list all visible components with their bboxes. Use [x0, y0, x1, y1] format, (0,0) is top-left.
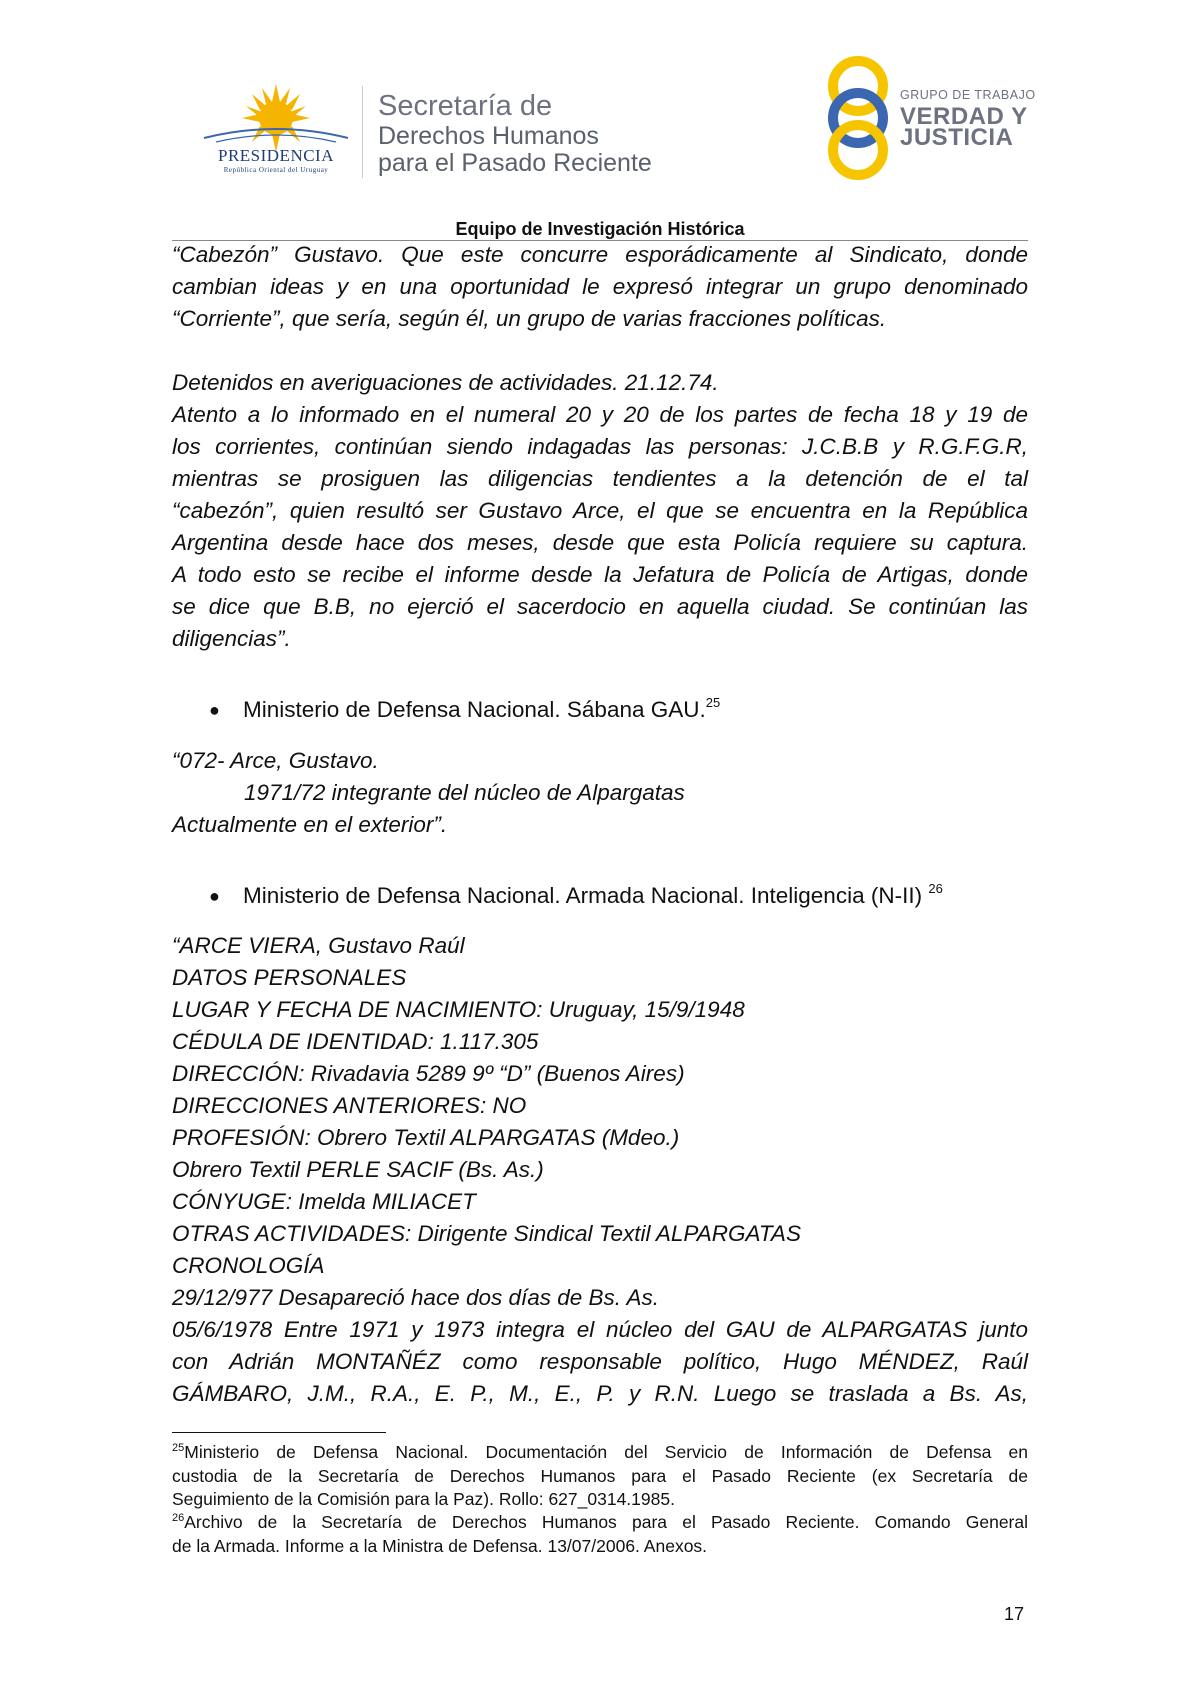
secretaria-title-line3: para el Pasado Reciente: [378, 149, 652, 177]
justicia-label: JUSTICIA: [900, 124, 1014, 151]
verdad-justicia-rings-logo: [822, 56, 894, 180]
record-line: Obrero Textil PERLE SACIF (Bs. As.): [172, 1157, 544, 1182]
text-line: 1971/72 integrante del núcleo de Alpargatas: [244, 780, 685, 805]
text-line: “cabezón”, quien resultó ser Gustavo Arce, el que se encuentra en la República: [172, 498, 1028, 523]
footnote-number: 25: [172, 1442, 185, 1454]
bullet-dot-icon: ●: [209, 700, 220, 720]
record-line: GÁMBARO, J.M., R.A., E. P., M., E., P. y R.N. Luego se traslada a Bs. As,: [172, 1381, 1028, 1406]
grupo-trabajo-label: GRUPO DE TRABAJO: [900, 88, 1036, 102]
bullet-text: Ministerio de Defensa Nacional. Armada Nacional. Inteligencia (N-II): [243, 883, 923, 908]
footnote-line: de la Armada. Informe a la Ministra de Defensa. 13/07/2006. Anexos.: [172, 1535, 708, 1556]
footnote-26: [172, 1511, 1028, 1558]
text-line: Actualmente en el exterior”.: [172, 812, 448, 837]
record-line: DIRECCIÓN: Rivadavia 5289 9º “D” (Buenos Aires): [172, 1061, 685, 1086]
record-line: con Adrián MONTAÑÉZ como responsable político, Hugo MÉNDEZ, Raúl: [172, 1349, 1028, 1374]
quote-arce: [172, 745, 1028, 841]
record-line: CÓNYUGE: Imelda MILIACET: [172, 1189, 476, 1214]
record-line: 05/6/1978 Entre 1971 y 1973 integra el núcleo del GAU de ALPARGATAS junto: [172, 1317, 1028, 1342]
record-line: CRONOLOGÍA: [172, 1253, 325, 1278]
text-line: Atento a lo informado en el numeral 20 y 20 de los partes de fecha 18 y 19 de: [172, 402, 1028, 427]
text-line: “072- Arce, Gustavo.: [172, 748, 379, 773]
footnote-line: [172, 1511, 1028, 1535]
text-line: mientras se prosiguen las diligencias tendientes a la detención de el tal: [172, 466, 1028, 491]
record-line: DATOS PERSONALES: [172, 965, 407, 990]
paragraph-2: [172, 367, 1028, 655]
presidencia-subtitle: República Oriental del Uruguay: [223, 166, 329, 174]
footnote-number: 26: [172, 1512, 185, 1524]
footnote-ref: 25: [705, 695, 721, 710]
text-line: diligencias”.: [172, 626, 291, 651]
page-number: 17: [1004, 1604, 1025, 1624]
header-divider: [362, 86, 363, 178]
presidencia-label: PRESIDENCIA: [217, 146, 334, 165]
text-line: los corrientes, continúan siendo indagadas las personas: J.C.B.B y R.G.F.G.R,: [172, 434, 1028, 459]
record-arce-viera: [172, 930, 1028, 1410]
text-line: “Cabezón” Gustavo. Que este concurre esporádicamente al Sindicato, donde: [172, 242, 1028, 267]
text-line: cambian ideas y en una oportunidad le expresó integrar un grupo denominado: [172, 274, 1028, 299]
text-line: Argentina desde hace dos meses, desde que esta Policía requiere su captura.: [172, 530, 1028, 555]
record-line: 29/12/977 Desapareció hace dos días de Bs. As.: [172, 1285, 659, 1310]
record-line: “ARCE VIERA, Gustavo Raúl: [172, 933, 465, 958]
verdad-label: VERDAD Y: [900, 103, 1028, 130]
footnote-line: [172, 1441, 1028, 1465]
secretaria-title-line1: Secretaría de: [378, 90, 553, 122]
footnote-25: [172, 1441, 1028, 1512]
footnote-rule: [172, 1432, 386, 1433]
secretaria-title-line2: Derechos Humanos: [378, 122, 599, 150]
footnote-line: Seguimiento de la Comisión para la Paz). Rollo: 627_0314.1985.: [172, 1489, 675, 1509]
team-title: Equipo de Investigación Histórica: [455, 219, 745, 239]
text-line: A todo esto se recibe el informe desde la Jefatura de Policía de Artigas, donde: [172, 562, 1028, 587]
record-line: CÉDULA DE IDENTIDAD: 1.117.305: [172, 1029, 539, 1054]
text-line: Detenidos en averiguaciones de actividades. 21.12.74.: [172, 370, 719, 395]
record-line: LUGAR Y FECHA DE NACIMIENTO: Uruguay, 15/9/1948: [172, 997, 745, 1022]
footnote-ref: 26: [928, 881, 943, 896]
record-line: DIRECCIONES ANTERIORES: NO: [172, 1093, 527, 1118]
text-line: “Corriente”, que sería, según él, un grupo de varias fracciones políticas.: [172, 306, 887, 331]
record-line: PROFESIÓN: Obrero Textil ALPARGATAS (Mdeo.): [172, 1125, 680, 1150]
bullet-text: Ministerio de Defensa Nacional. Sábana GAU.: [243, 697, 706, 722]
footnote-line: custodia de la Secretaría de Derechos Humanos para el Pasado Reciente (ex Secretaría de: [172, 1465, 1028, 1486]
footnote-text: Ministerio de Defensa Nacional. Documentación del Servicio de Información de Defensa en: [184, 1442, 1028, 1462]
paragraph-1: [172, 239, 1028, 335]
footnote-text: Archivo de la Secretaría de Derechos Humanos para el Pasado Reciente. Comando General: [184, 1512, 1028, 1532]
text-line: se dice que B.B, no ejerció el sacerdocio en aquella ciudad. Se continúan las: [172, 594, 1028, 619]
record-line: OTRAS ACTIVIDADES: Dirigente Sindical Textil ALPARGATAS: [172, 1221, 801, 1246]
bullet-dot-icon: ●: [209, 886, 220, 906]
